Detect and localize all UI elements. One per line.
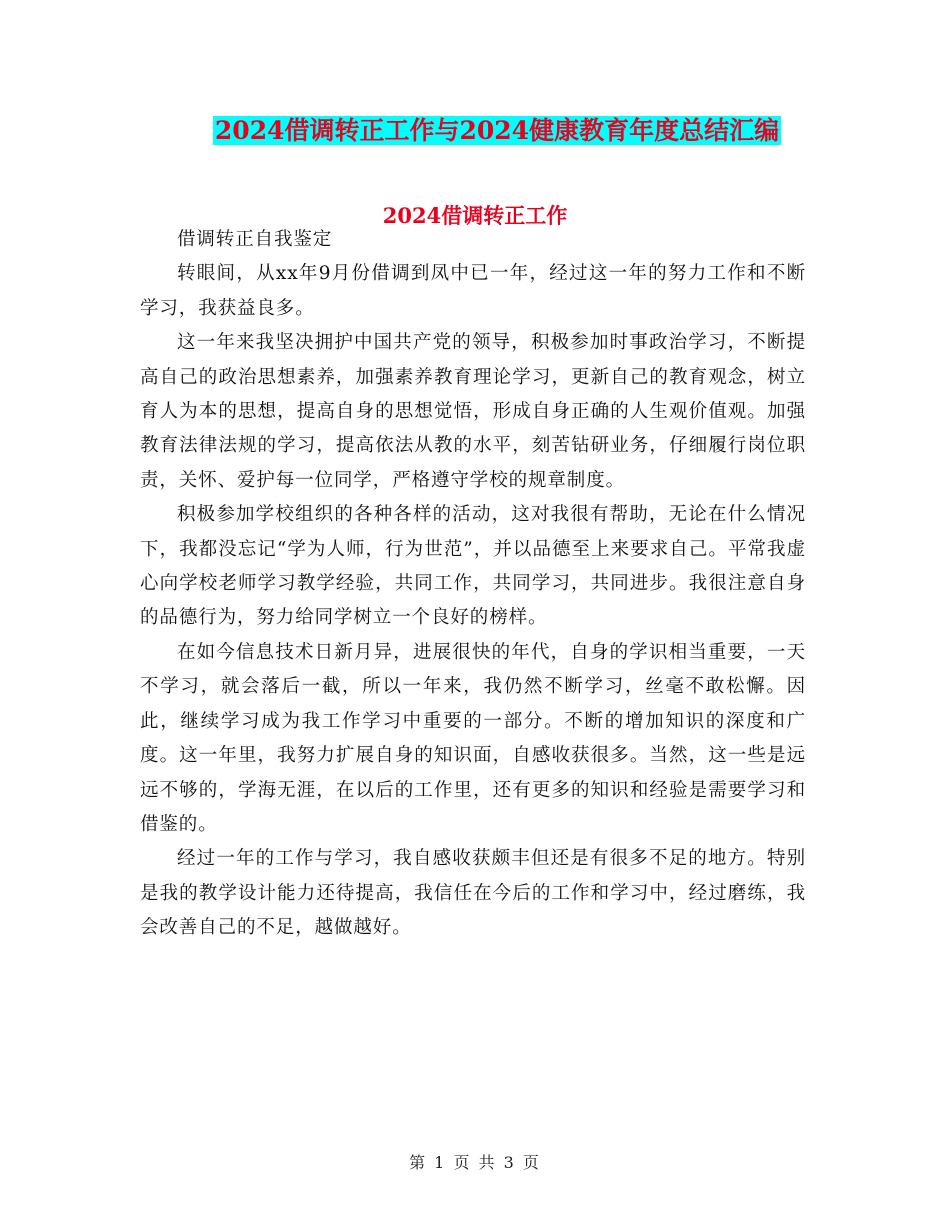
page-number-footer: 第 1 页 共 3 页 — [409, 1153, 541, 1172]
document-title-text: 2024借调转正工作与2024健康教育年度总结汇编 — [214, 116, 780, 145]
document-body — [140, 223, 806, 946]
paragraph: 转眼间，从xx年9月份借调到凤中已一年，经过这一年的努力工作和不断学习，我获益良多。 — [140, 263, 806, 319]
section-title: 2024借调转正工作 — [382, 203, 568, 228]
document-title — [0, 112, 950, 150]
paragraph: 经过一年的工作与学习，我自感收获颇丰但还是有很多不足的地方。特别是我的教学设计能力还待提高，我信任在今后的工作和学习中，经过磨练，我会改善自己的不足，越做越好。 — [140, 848, 806, 939]
paragraph: 在如今信息技术日新月异，进展很快的年代，自身的学识相当重要，一天不学习，就会落后一截，所以一年来，我仍然不断学习，丝毫不敢松懈。因此，继续学习成为我工作学习中重要的一部分。不断的增加知识的深度和广度。这一年里，我努力扩展自身的知识面，自感收获很多。当然，这一些是远远不够的，学海无涯，在以后的工作里，还有更多的知识和经验是需要学习和借鉴的。 — [140, 641, 806, 835]
paragraph-heading: 借调转正自我鉴定 — [177, 229, 333, 250]
paragraph: 积极参加学校组织的各种各样的活动，这对我很有帮助，无论在什么情况下，我都没忘记“学为人师，行为世范”，并以品德至上来要求自己。平常我虚心向学校老师学习教学经验，共同工作，共同学习，共同进步。我很注意自身的品德行为，努力给同学树立一个良好的榜样。 — [140, 504, 806, 629]
paragraph: 这一年来我坚决拥护中国共产党的领导，积极参加时事政治学习，不断提高自己的政治思想素养，加强素养教育理论学习，更新自己的教育观念，树立育人为本的思想，提高自身的思想觉悟，形成自身正确的人生观价值观。加强教育法律法规的学习，提高依法从教的水平，刻苦钻研业务，仔细履行岗位职责，关怀、爱护每一位同学，严格遵守学校的规章制度。 — [140, 332, 806, 491]
